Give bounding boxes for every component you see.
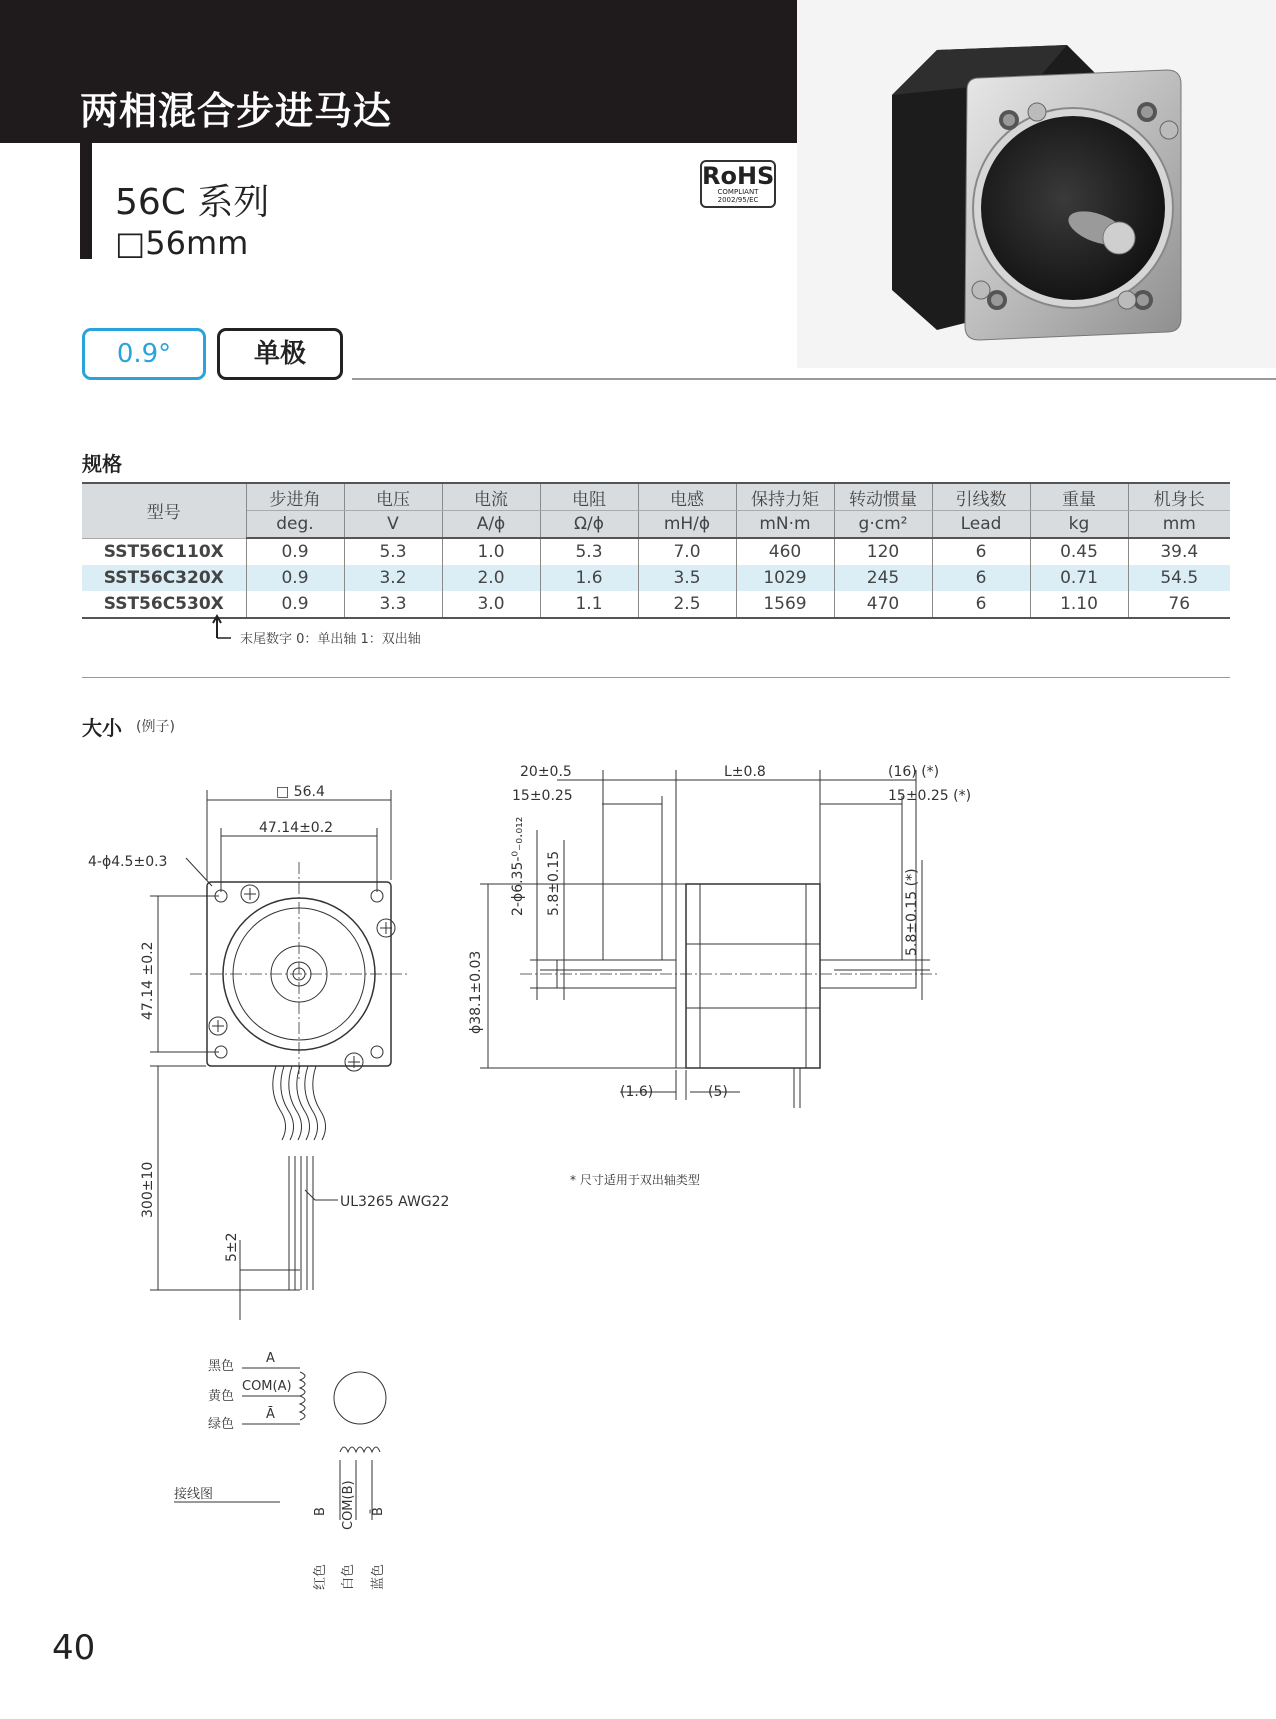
front-hole-pitch-label: 47.14±0.2 xyxy=(259,820,334,836)
front-view xyxy=(150,790,410,1320)
value-cell: 5.3 xyxy=(344,538,442,565)
dimension-drawing xyxy=(0,740,1276,1620)
value-cell: 6 xyxy=(932,538,1030,565)
value-cell: 0.71 xyxy=(1030,565,1128,591)
wire-blue-label: 蓝色 xyxy=(371,1563,386,1590)
value-cell: 6 xyxy=(932,591,1030,618)
value-cell: 1.10 xyxy=(1030,591,1128,618)
value-cell: 1.6 xyxy=(540,565,638,591)
side-view-labels xyxy=(468,764,971,1187)
series-size: □56mm xyxy=(115,224,249,262)
rear-flat-label: 15±0.25 (*) xyxy=(888,788,972,804)
wire-green-label: 绿色 xyxy=(208,1417,235,1432)
wire-yellow-label: 黄色 xyxy=(208,1389,235,1404)
value-cell: 76 xyxy=(1128,591,1230,618)
col-unit: V xyxy=(344,511,442,539)
wire-red-label: 红色 xyxy=(313,1563,328,1590)
series-accent-rule xyxy=(80,143,92,259)
col-unit: A/ϕ xyxy=(442,511,540,539)
col-unit: mN·m xyxy=(736,511,834,539)
table-row xyxy=(82,565,1230,591)
col-unit: g·cm² xyxy=(834,511,932,539)
terminal-a-label: A xyxy=(266,1351,275,1366)
terminal-coma-label: COM(A) xyxy=(242,1379,292,1394)
col-unit: Ω/ϕ xyxy=(540,511,638,539)
front-view-labels xyxy=(88,784,449,1262)
front-flange-label: □ 56.4 xyxy=(276,784,325,800)
dim-1-6-label: (1.6) xyxy=(620,1084,654,1100)
value-cell: 3.5 xyxy=(638,565,736,591)
rohs-line1: COMPLIANT xyxy=(717,188,759,196)
model-cell: SST56C110X xyxy=(82,538,246,565)
value-cell: 470 xyxy=(834,591,932,618)
strip-length-label: 5±2 xyxy=(224,1232,240,1262)
col-name: 电阻 xyxy=(540,483,638,511)
front-holes-label: 4-ϕ4.5±0.3 xyxy=(88,854,168,870)
model-header: 型号 xyxy=(82,483,246,538)
motor-photo xyxy=(797,0,1276,368)
table-row xyxy=(82,591,1230,618)
side-view xyxy=(480,770,940,1108)
page-number: 40 xyxy=(52,1628,96,1668)
wiring-labels xyxy=(174,1351,386,1590)
col-unit: kg xyxy=(1030,511,1128,539)
col-unit: deg. xyxy=(246,511,344,539)
value-cell: 2.5 xyxy=(638,591,736,618)
flat-depth-label: 5.8±0.15 xyxy=(546,850,562,916)
col-unit: mm xyxy=(1128,511,1230,539)
spec-table xyxy=(82,482,1230,619)
value-cell: 0.9 xyxy=(246,538,344,565)
col-unit: mH/ϕ xyxy=(638,511,736,539)
value-cell: 39.4 xyxy=(1128,538,1230,565)
tag-divider xyxy=(352,378,1276,380)
value-cell: 3.2 xyxy=(344,565,442,591)
terminal-abar-label: Ā xyxy=(266,1407,275,1422)
cable-spec-label: UL3265 AWG22 xyxy=(340,1194,450,1210)
spec-unit-row xyxy=(82,511,1230,539)
col-name: 转动惯量 xyxy=(834,483,932,511)
value-cell: 6 xyxy=(932,565,1030,591)
model-cell: SST56C320X xyxy=(82,565,246,591)
shaft-diameter-label: 2-ϕ6.35-⁰₋₀.₀₁₂ xyxy=(510,816,526,916)
note-arrow-icon xyxy=(205,612,235,642)
rohs-line2: 2002/95/EC xyxy=(717,196,759,204)
value-cell: 0.45 xyxy=(1030,538,1128,565)
value-cell: 1.1 xyxy=(540,591,638,618)
spec-header-row xyxy=(82,483,1230,511)
dimensions-subheading: (例子) xyxy=(136,719,175,735)
model-cell: SST56C530X xyxy=(82,591,246,618)
col-name: 引线数 xyxy=(932,483,1030,511)
col-name: 保持力矩 xyxy=(736,483,834,511)
value-cell: 0.9 xyxy=(246,565,344,591)
value-cell: 1569 xyxy=(736,591,834,618)
double-shaft-note: * 尺寸适用于双出轴类型 xyxy=(570,1173,700,1187)
pilot-diameter-label: ϕ38.1±0.03 xyxy=(468,950,484,1034)
wire-black-label: 黑色 xyxy=(208,1359,235,1374)
rear-flat-depth-label: 5.8±0.15 (*) xyxy=(904,868,920,956)
model-suffix-note: 末尾数字 0：单出轴 1：双出轴 xyxy=(240,632,421,647)
wiring-caption: 接线图 xyxy=(174,1487,214,1502)
value-cell: 1029 xyxy=(736,565,834,591)
body-length-label: L±0.8 xyxy=(724,764,766,780)
col-name: 电感 xyxy=(638,483,736,511)
table-row xyxy=(82,538,1230,565)
rohs-badge xyxy=(700,160,776,208)
flat-length-label: 15±0.25 xyxy=(512,788,573,804)
shaft-length-label: 20±0.5 xyxy=(520,764,572,780)
motor-illustration xyxy=(797,0,1276,368)
value-cell: 3.3 xyxy=(344,591,442,618)
front-hole-pitch-v-label: 47.14 ±0.2 xyxy=(140,941,156,1020)
col-name: 机身长 xyxy=(1128,483,1230,511)
winding-type-tag: 单极 xyxy=(217,328,343,380)
spec-heading: 规格 xyxy=(82,452,122,476)
rear-shaft-label: (16) (*) xyxy=(888,764,940,780)
terminal-bbar-label: B̄ xyxy=(371,1507,386,1516)
col-unit: Lead xyxy=(932,511,1030,539)
col-name: 电压 xyxy=(344,483,442,511)
col-name: 重量 xyxy=(1030,483,1128,511)
rohs-title: RoHS xyxy=(702,162,775,190)
section-divider xyxy=(82,677,1230,678)
value-cell: 3.0 xyxy=(442,591,540,618)
value-cell: 460 xyxy=(736,538,834,565)
lead-length-label: 300±10 xyxy=(140,1161,156,1218)
dimensions-heading: 大小 xyxy=(82,716,122,740)
value-cell: 120 xyxy=(834,538,932,565)
wire-white-label: 白色 xyxy=(341,1563,356,1590)
dim-5-label: (5) xyxy=(708,1084,728,1100)
col-name: 电流 xyxy=(442,483,540,511)
terminal-comb-label: COM(B) xyxy=(341,1480,356,1530)
value-cell: 7.0 xyxy=(638,538,736,565)
terminal-b-label: B xyxy=(313,1507,328,1516)
page-title: 两相混合步进马达 xyxy=(80,89,393,133)
value-cell: 245 xyxy=(834,565,932,591)
value-cell: 0.9 xyxy=(246,591,344,618)
value-cell: 54.5 xyxy=(1128,565,1230,591)
col-name: 步进角 xyxy=(246,483,344,511)
value-cell: 5.3 xyxy=(540,538,638,565)
value-cell: 1.0 xyxy=(442,538,540,565)
series-name: 56C 系列 xyxy=(115,182,270,223)
value-cell: 2.0 xyxy=(442,565,540,591)
step-angle-tag: 0.9° xyxy=(82,328,206,380)
